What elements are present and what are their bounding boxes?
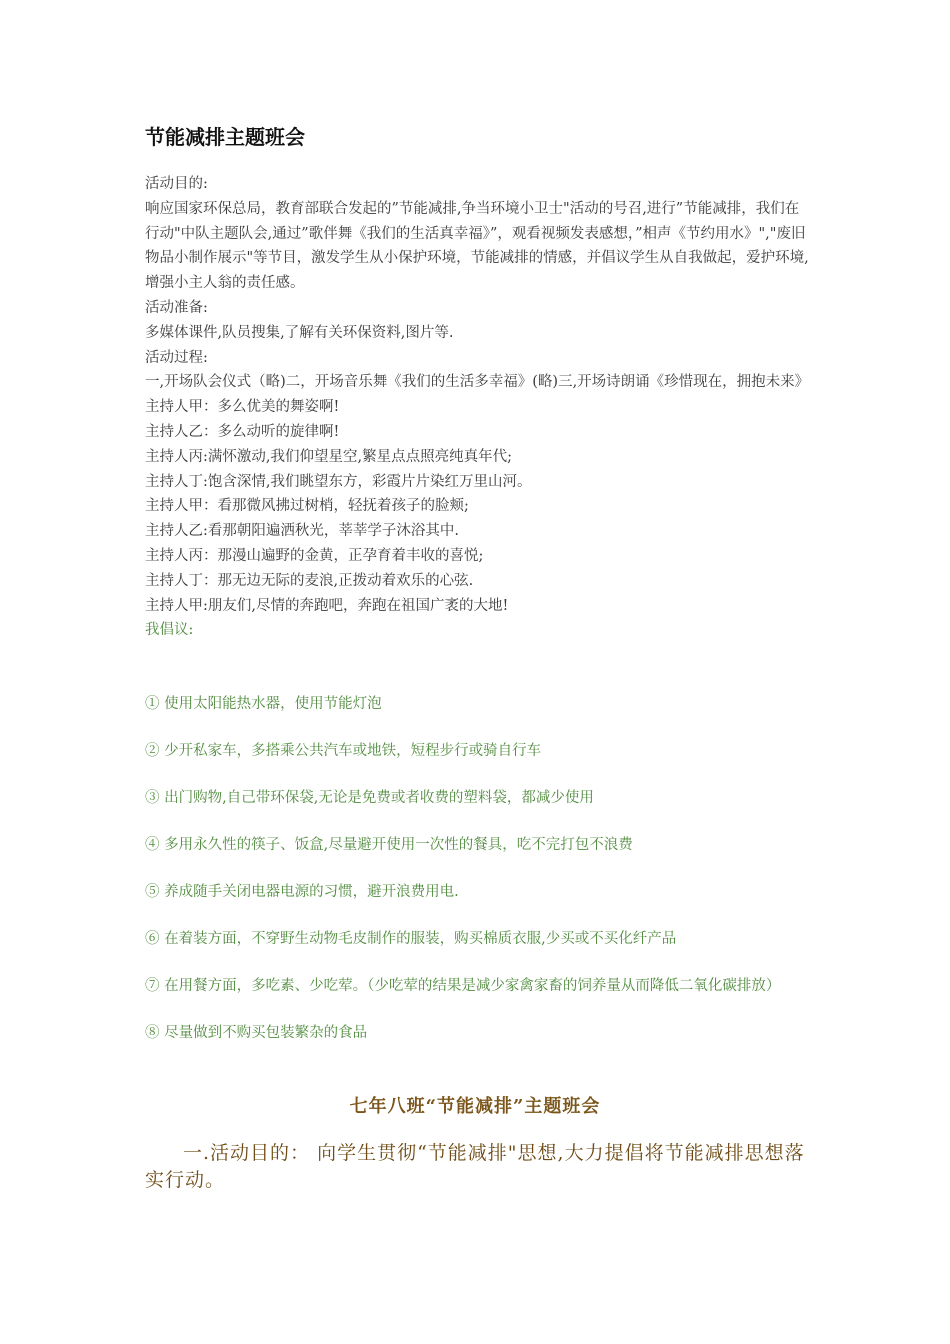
proposal-heading: 我倡议: [145,622,194,639]
host-line: 主持人甲：看那微风拂过树梢，轻抚着孩子的脸颊; [145,498,469,515]
proposal-item: ② 少开私家车，多搭乘公共汽车或地铁，短程步行或骑自行车 [145,743,542,759]
proposal-item: ③ 出门购物,自己带环保袋,无论是免费或者收费的塑料袋，都减少使用 [145,790,594,806]
host-line: 主持人丁:饱含深情,我们眺望东方，彩霞片片染红万里山河。 [145,473,532,490]
host-line: 主持人乙:看那朝阳遍洒秋光，莘莘学子沐浴其中. [145,523,459,540]
purpose-paragraph: 响应国家环保总局，教育部联合发起的”节能减排,争当环境小卫士"活动的号召,进行”节能减排，我们在行动"中队主题队会,通过”歌伴舞《我们的生活真幸福》”，观看视频发表感想，”相声《节约用水》","废旧物品小制作展示"等节目，激发学生从小保护环境，节能减排的情感，并倡议学生从自我做起，爱护环境,增强小主人翁的责任感。 [145,200,809,292]
proposal-item: ⑧ 尽量做到不购买包装繁杂的食品 [145,1025,368,1041]
proposal-item: ④ 多用永久性的筷子、饭盒,尽量避开使用一次性的餐具，吃不完打包不浪费 [145,837,633,853]
process-text: 一,开场队会仪式（略)二，开场音乐舞《我们的生活多幸福》(略)三,开场诗朗诵《珍惜现在，拥抱未来》 [145,374,810,391]
document-title: 节能减排主题班会 [145,125,305,149]
proposal-item: ⑥ 在着装方面，不穿野生动物毛皮制作的服装，购买棉质衣服,少买或不买化纤产品 [145,931,677,947]
activity-body [145,172,810,643]
host-line: 主持人甲：多么优美的舞姿啊! [145,399,340,416]
proposal-item: ⑤ 养成随手关闭电器电源的习惯，避开浪费用电. [145,884,459,900]
proposal-list [145,692,810,1068]
preparation-text: 多媒体课件,队员搜集,了解有关环保资料,图片等. [145,324,454,341]
preparation-heading: 活动准备: [145,299,208,316]
process-heading: 活动过程: [145,349,208,366]
proposal-item: ① 使用太阳能热水器，使用节能灯泡 [145,696,382,712]
host-line: 主持人丙:满怀激动,我们仰望星空,繁星点点照亮纯真年代; [145,448,512,465]
section-title: 七年八班“节能减排”主题班会 [349,1096,601,1117]
purpose-heading: 活动目的: [145,176,208,192]
proposal-item: ⑦ 在用餐方面，多吃素、少吃荤。（少吃荤的结果是减少家禽家畜的饲养量从而降低二氧化碳排放） [145,978,781,994]
host-line: 主持人丁：那无边无际的麦浪,正拨动着欢乐的心弦. [145,572,474,589]
section-paragraph: 一.活动目的： 向学生贯彻“节能减排"思想,大力提倡将节能减排思想落实行动。 [145,1142,805,1191]
host-line: 主持人甲:朋友们,尽情的奔跑吧，奔跑在祖国广袤的大地! [145,597,509,614]
host-line: 主持人乙：多么动听的旋律啊! [145,423,340,440]
host-line: 主持人丙：那漫山遍野的金黄，正孕育着丰收的喜悦; [145,547,484,564]
